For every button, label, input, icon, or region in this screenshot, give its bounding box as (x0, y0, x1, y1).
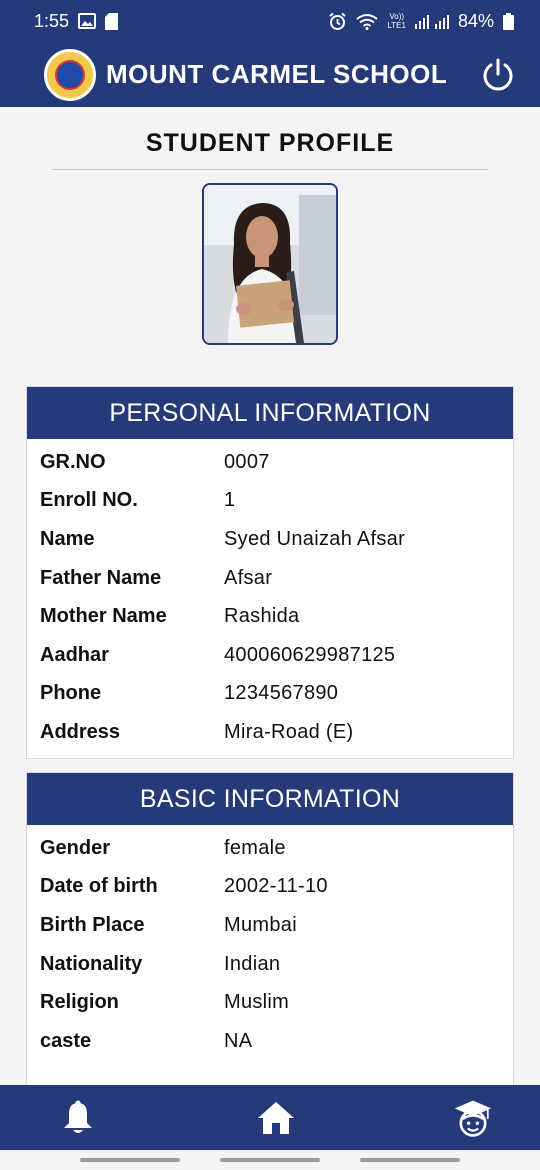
info-value: Mumbai (224, 913, 297, 936)
info-label: Name (40, 527, 95, 550)
info-value: 0007 (224, 450, 270, 473)
signal-icon (415, 13, 449, 29)
back-gesture[interactable] (360, 1158, 460, 1162)
info-value: Afsar (224, 566, 273, 589)
image-icon (78, 13, 96, 29)
student-photo (202, 183, 338, 345)
info-row (27, 983, 513, 1022)
profile-content[interactable] (0, 107, 540, 1085)
info-row (27, 829, 513, 868)
sd-card-icon (105, 13, 118, 30)
volte-icon: Vo)) LTE1 (387, 12, 406, 30)
info-label: Birth Place (40, 913, 145, 936)
home-icon (257, 1101, 295, 1135)
info-label: caste (40, 1029, 92, 1052)
status-bar (0, 0, 540, 42)
info-value: Syed Unaizah Afsar (224, 527, 406, 550)
info-row (27, 597, 513, 636)
battery-icon (503, 13, 514, 30)
status-time: 1:55 (34, 10, 70, 31)
info-value: Rashida (224, 605, 300, 628)
info-row (27, 443, 513, 482)
info-label: Gender (40, 836, 111, 859)
home-button[interactable] (256, 1098, 296, 1138)
info-label: Religion (40, 991, 119, 1014)
info-label: Enroll NO. (40, 489, 138, 512)
info-label: Mother Name (40, 605, 167, 628)
page-title: STUDENT PROFILE (145, 129, 395, 157)
power-button[interactable] (480, 57, 516, 93)
personal-information-card (26, 386, 514, 759)
info-value: 1 (224, 489, 236, 512)
info-row (27, 945, 513, 984)
info-label: GR.NO (40, 450, 106, 473)
battery-percent: 84% (457, 10, 494, 31)
student-profile-button[interactable] (453, 1098, 493, 1138)
info-row (27, 636, 513, 675)
home-gesture[interactable] (220, 1158, 320, 1162)
info-label: Address (40, 720, 121, 743)
info-row (27, 675, 513, 714)
recent-apps-gesture[interactable] (80, 1158, 180, 1162)
info-value: Muslim (224, 991, 290, 1014)
power-icon (480, 57, 516, 93)
student-icon (453, 1095, 493, 1141)
alarm-icon (328, 12, 347, 31)
school-logo-icon (44, 49, 96, 101)
info-label: Father Name (40, 566, 162, 589)
bottom-navigation (0, 1085, 540, 1150)
info-label: Nationality (40, 952, 143, 975)
info-label: Date of birth (40, 875, 158, 898)
info-row (27, 713, 513, 752)
basic-information-header: BASIC INFORMATION (27, 773, 513, 825)
title-divider (52, 169, 488, 170)
bell-icon (61, 1100, 95, 1136)
info-label: Aadhar (40, 643, 109, 666)
info-value: 2002-11-10 (224, 875, 328, 898)
info-value: 400060629987125 (224, 643, 396, 666)
info-label: Phone (40, 682, 102, 705)
app-bar (0, 42, 540, 107)
app-title: MOUNT CARMEL SCHOOL (106, 59, 448, 89)
info-row (27, 520, 513, 559)
info-row (27, 868, 513, 907)
info-row (27, 559, 513, 598)
info-row (27, 1022, 513, 1061)
personal-information-header: PERSONAL INFORMATION (27, 387, 513, 439)
info-value: Indian (224, 952, 281, 975)
info-value: 1234567890 (224, 682, 339, 705)
system-gesture-bar (0, 1150, 540, 1170)
info-value: Mira-Road (E) (224, 720, 354, 743)
wifi-icon (356, 13, 378, 30)
info-row (27, 482, 513, 521)
info-value: NA (224, 1029, 253, 1052)
basic-information-card (26, 772, 514, 1085)
info-value: female (224, 836, 286, 859)
notifications-button[interactable] (58, 1098, 98, 1138)
info-row (27, 906, 513, 945)
